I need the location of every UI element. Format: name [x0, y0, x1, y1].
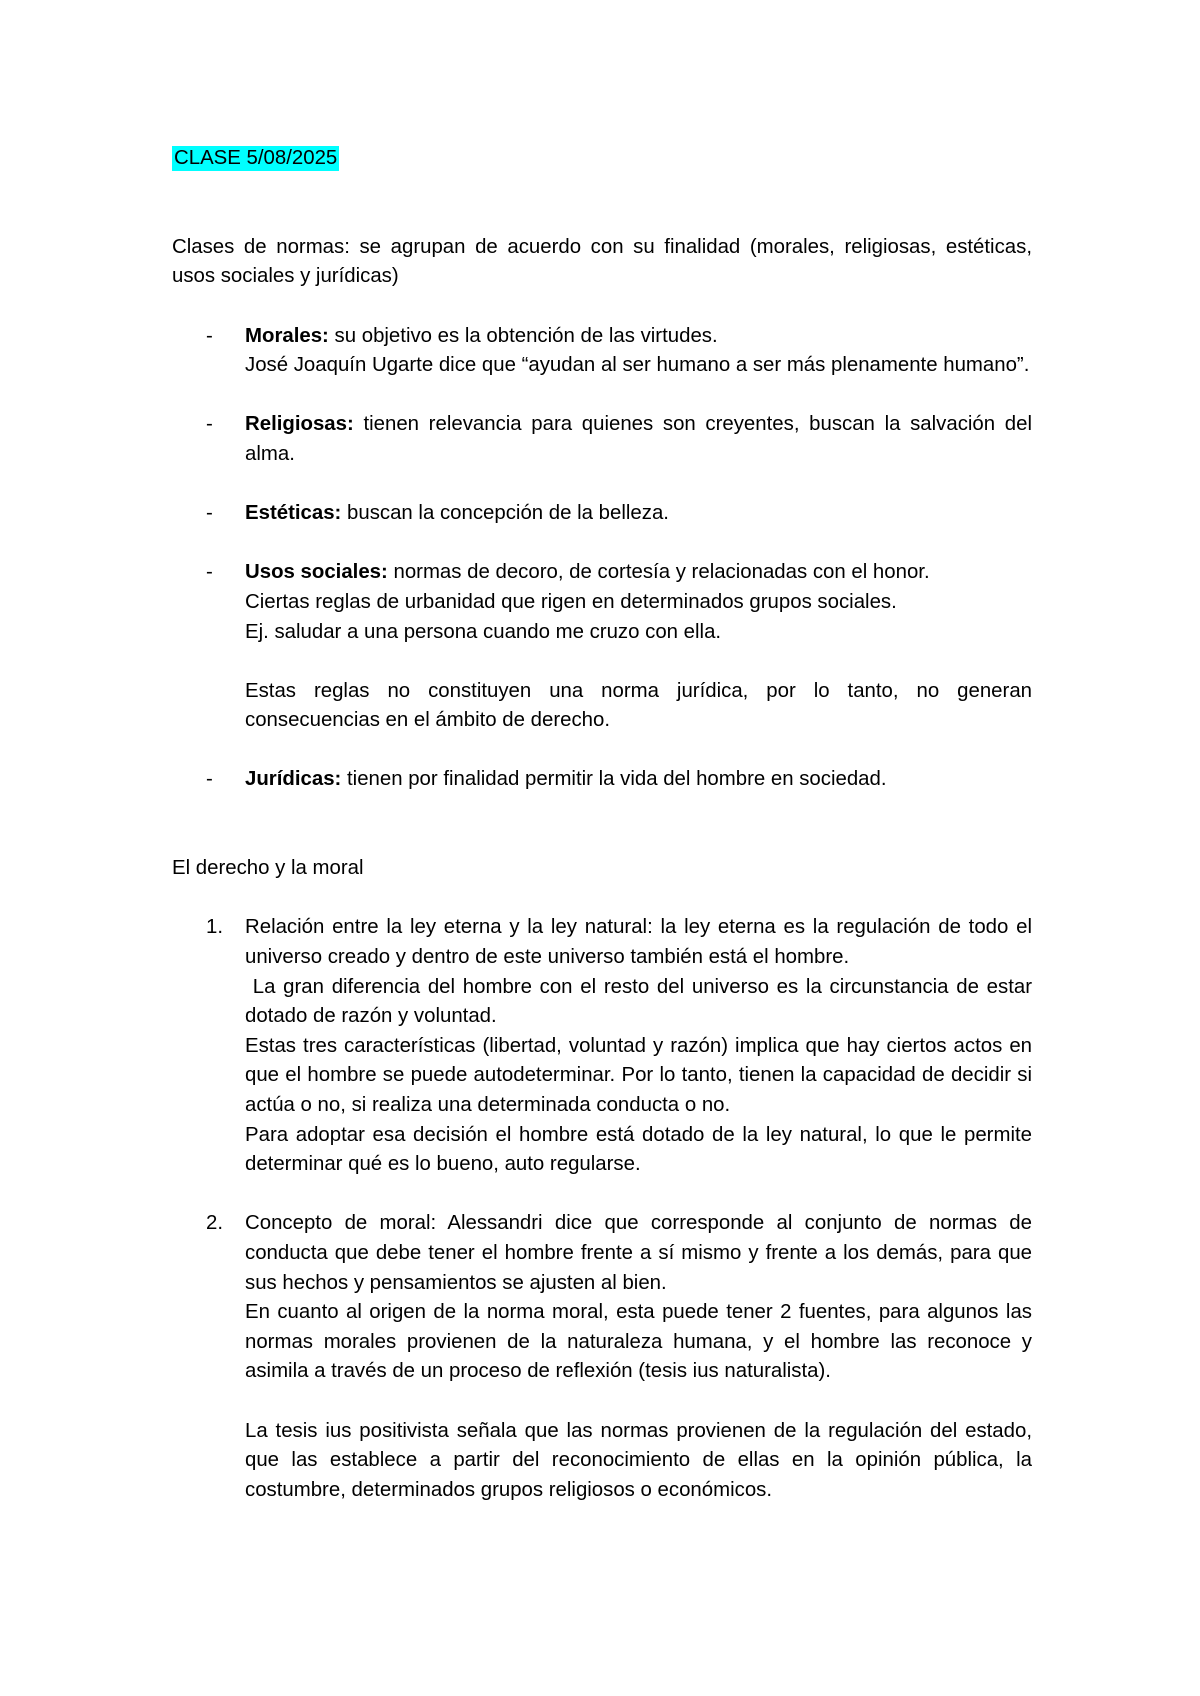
item-line: Jurídicas: tienen por finalidad permitir la vida del hombre en sociedad.: [245, 768, 887, 791]
title-line: [172, 144, 1032, 174]
intro-paragraph: Clases de normas: se agrupan de acuerdo con su finalidad (morales, religiosas, estéticas, usos sociales y jurídicas): [172, 235, 1032, 288]
section-heading: El derecho y la moral: [172, 857, 364, 880]
page-title: CLASE 5/08/2025: [174, 147, 338, 169]
item-line: José Joaquín Ugarte dice que “ayudan al ser humano a ser más plenamente humano”.: [245, 354, 1030, 377]
item-paragraph: Concepto de moral: Alessandri dice que corresponde al conjunto de normas de conducta que debe tener el hombre frente a sí mismo y frente a los demás, para que sus hechos y pensamientos se ajusten al bien.: [245, 1212, 1032, 1294]
item-label: Religiosas:: [245, 413, 354, 436]
list-marker: -: [206, 324, 213, 347]
item-line: Religiosas: tienen relevancia para quienes son creyentes, buscan la salvación del alma.: [245, 413, 1032, 465]
item-extra-paragraph: Estas reglas no constituyen una norma jurídica, por lo tanto, no generan consecuencias en el ámbito de derecho.: [245, 679, 1032, 732]
item-paragraph: Estas tres características (libertad, voluntad y razón) implica que hay ciertos actos en que el hombre se puede autodeterminar. Por lo tanto, tienen la capacidad de decidir si actúa o no, si realiza una determinada conducta o no.: [245, 1034, 1032, 1116]
item-line: Estéticas: buscan la concepción de la belleza.: [245, 502, 669, 525]
item-paragraph: La gran diferencia del hombre con el resto del universo es la circunstancia de estar dotado de razón y voluntad.: [245, 975, 1038, 1028]
numbered-item-1: [172, 913, 1038, 1179]
list-marker: -: [206, 768, 213, 791]
document-content: [172, 144, 1038, 1505]
item-paragraph: Relación entre la ley eterna y la ley natural: la ley eterna es la regulación de todo el universo creado y dentro de este universo también está el hombre.: [245, 916, 1032, 969]
item-line: Morales: su objetivo es la obtención de las virtudes.: [245, 324, 718, 347]
list-number: 1.: [206, 916, 224, 939]
numbered-item-2: [172, 1209, 1032, 1505]
list-item-usos-sociales: [172, 558, 1032, 736]
item-line: Ciertas reglas de urbanidad que rigen en determinados grupos sociales.: [245, 590, 897, 613]
list-item-esteticas: [172, 499, 1032, 529]
item-extra-paragraph: La tesis ius positivista señala que las normas provienen de la regulación del estado, que las establece a partir del reconocimiento de ellas en la opinión pública, la costumbre, determinados grupos religiosos o económicos.: [245, 1419, 1032, 1501]
list-marker: -: [206, 561, 213, 584]
list-number: 2.: [206, 1212, 224, 1235]
item-paragraph: En cuanto al origen de la norma moral, esta puede tener 2 fuentes, para algunos las normas morales provienen de la naturaleza humana, y el hombre las reconoce y asimila a través de un proceso de reflexión (tesis ius naturalista).: [245, 1301, 1032, 1383]
list-item-juridicas: [172, 765, 1032, 795]
list-marker: -: [206, 502, 213, 525]
list-item-morales: [172, 322, 1032, 381]
item-label: Estéticas:: [245, 502, 342, 525]
item-label: Usos sociales:: [245, 561, 388, 584]
list-marker: -: [206, 413, 213, 436]
item-line: Ej. saludar a una persona cuando me cruzo con ella.: [245, 620, 722, 643]
item-label: Jurídicas:: [245, 768, 342, 791]
list-item-religiosas: [172, 410, 1032, 469]
item-label: Morales:: [245, 324, 329, 347]
item-line: Usos sociales: normas de decoro, de cortesía y relacionadas con el honor.: [245, 561, 930, 584]
item-paragraph: Para adoptar esa decisión el hombre está dotado de la ley natural, lo que le permite determinar qué es lo bueno, auto regularse.: [245, 1123, 1032, 1176]
